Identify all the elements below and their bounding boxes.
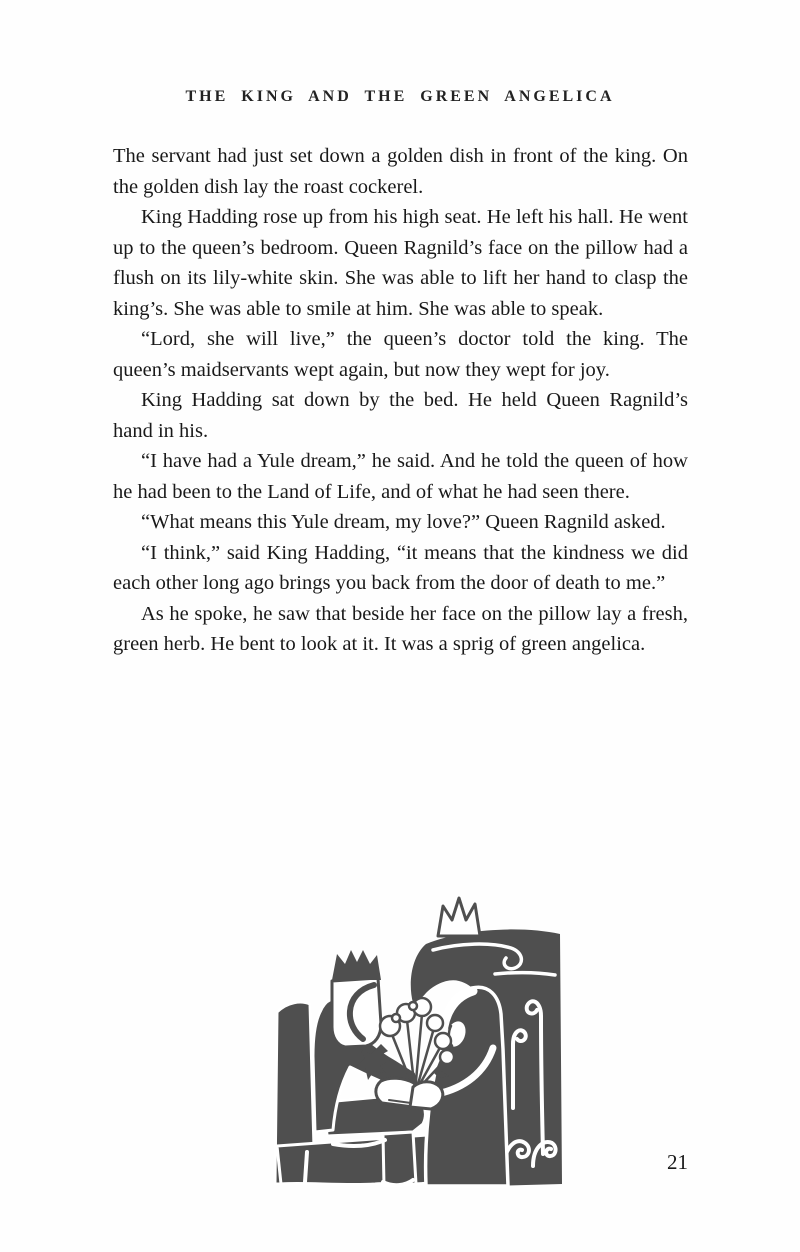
story-text — [113, 141, 688, 660]
page-number: 21 — [667, 1150, 688, 1174]
paragraph: The servant had just set down a golden dish in front of the king. On the golden dish lay the roast cockerel. — [113, 145, 688, 198]
paragraph: “I have had a Yule dream,” he said. And he told the queen of how he had been to the Land of Life, and of what he had seen there. — [113, 450, 688, 503]
paragraph: “What means this Yule dream, my love?” Queen Ragnild asked. — [141, 511, 666, 533]
paragraph: King Hadding sat down by the bed. He held Queen Ragnild’s hand in his. — [113, 389, 688, 442]
woodcut-king-queen-angelica-image — [263, 894, 565, 1194]
paragraph: As he spoke, he saw that beside her face on the pillow lay a fresh, green herb. He bent to look at it. It was a sprig of green angelica. — [113, 602, 688, 655]
paragraph: “Lord, she will live,” the queen’s doctor told the king. The queen’s maidservants wept again, but now they wept for joy. — [113, 328, 688, 381]
paragraph: King Hadding rose up from his high seat. He left his hall. He went up to the queen’s bedroom. Queen Ragnild’s face on the pillow had a flush on its lily-white skin. She was able to lift her hand to clasp the king’s. She was able to smile at him. She was able to speak. — [113, 206, 688, 320]
paragraph: “I think,” said King Hadding, “it means that the kindness we did each other long ago brings you back from the door of death to me.” — [113, 541, 688, 594]
woodcut-illustration — [263, 894, 565, 1194]
running-head: THE KING AND THE GREEN ANGELICA — [185, 88, 615, 105]
